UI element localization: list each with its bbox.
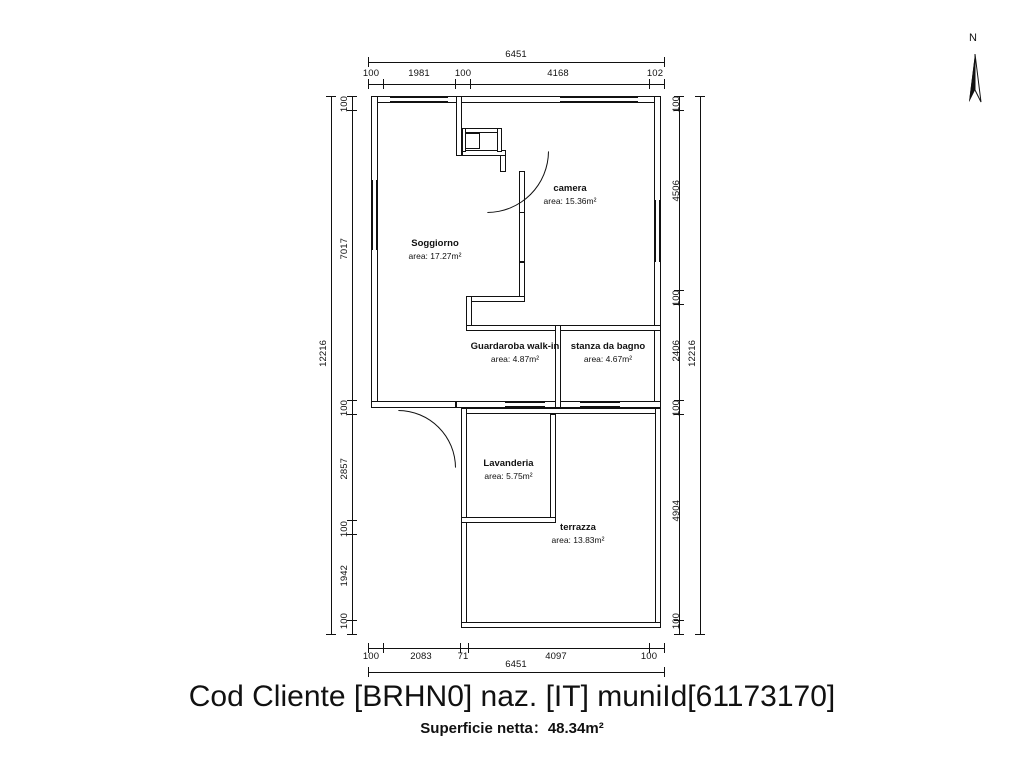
room-name: stanza da bagno	[570, 341, 646, 352]
dim-left-2: 7017	[339, 238, 350, 260]
dim-top-4: 4168	[547, 68, 569, 79]
window-left-upper	[372, 180, 377, 250]
room-label-soggiorno	[355, 238, 515, 262]
room-name: terrazza	[560, 522, 596, 533]
dim-right-3: 100	[671, 290, 682, 307]
room-area: area: 17.27m²	[408, 250, 462, 261]
dim-bottom-5: 100	[640, 651, 658, 662]
wall-interior-h-b	[466, 296, 525, 302]
dim-top-outer: 6451	[505, 49, 527, 60]
wall-shaft-right	[497, 128, 502, 152]
wall-band-divider	[555, 325, 561, 408]
dim-top-1: 100	[362, 68, 380, 79]
wall-upper-bottom-left	[371, 401, 456, 408]
compass	[952, 32, 998, 108]
room-area: area: 15.36m²	[543, 195, 597, 206]
dim-right-4: 2406	[671, 340, 682, 362]
room-area: area: 5.75m²	[484, 470, 533, 481]
dim-right-6: 4904	[671, 500, 682, 522]
room-name: Lavanderia	[483, 458, 534, 469]
dim-left-3: 100	[339, 400, 350, 417]
title-block	[0, 680, 1024, 738]
wall-lower-bottom	[461, 622, 661, 628]
dim-left-outer: 12216	[318, 340, 329, 367]
wall-shaft-left	[462, 128, 466, 152]
opening-band-2	[580, 402, 620, 407]
dim-left-4: 2857	[339, 458, 350, 480]
opening-band-1	[505, 402, 545, 407]
room-name: camera	[553, 183, 587, 194]
room-label-terrazza	[503, 522, 653, 546]
dim-bottom-3: 71	[457, 651, 469, 662]
dim-left-5: 100	[339, 521, 350, 538]
dim-right-7: 100	[671, 613, 682, 630]
wall-lower-top	[461, 408, 661, 414]
net-area-label: Superficie netta：48.34m²	[420, 720, 604, 737]
dim-right-outer: 12216	[687, 340, 698, 367]
dim-bottom-4: 4097	[545, 651, 567, 662]
compass-north-label: N	[969, 32, 977, 44]
wall-lower-right	[655, 408, 661, 628]
window-top-right	[560, 97, 638, 102]
window-right-upper	[655, 200, 660, 262]
dim-top-5: 102	[646, 68, 664, 79]
room-name: Guardaroba walk-in	[470, 341, 560, 352]
dim-bottom-1: 100	[362, 651, 380, 662]
shaft-square	[464, 133, 480, 149]
dim-right-2: 4506	[671, 180, 682, 202]
dim-right-1: 100	[671, 96, 682, 113]
wall-interior-v-d	[519, 212, 525, 262]
room-label-camera	[490, 183, 650, 207]
dim-top-3: 100	[454, 68, 472, 79]
dim-left-7: 100	[339, 613, 350, 630]
wall-shaft-top	[462, 128, 502, 133]
dim-top-2: 1981	[408, 68, 430, 79]
compass-needle-icon	[961, 52, 989, 104]
wall-band-top	[466, 325, 661, 331]
window-top-left	[390, 97, 448, 102]
dim-bottom-outer: 6451	[505, 659, 527, 670]
dim-right-5: 100	[671, 400, 682, 417]
dim-left-6: 1942	[339, 565, 350, 587]
page-title: Cod Cliente [BRHN0] naz. [IT] muniId[61173170]	[188, 680, 836, 713]
room-area: area: 4.87m²	[490, 353, 540, 364]
room-area: area: 4.67m²	[583, 353, 633, 364]
wall-interior-v-e	[519, 262, 525, 300]
room-label-bagno	[533, 341, 683, 365]
room-label-lavanderia	[436, 458, 581, 482]
room-name: Soggiorno	[411, 238, 459, 249]
dim-bottom-2: 2083	[410, 651, 432, 662]
dim-left-1: 100	[339, 96, 350, 113]
room-area: area: 13.83m²	[551, 534, 605, 545]
